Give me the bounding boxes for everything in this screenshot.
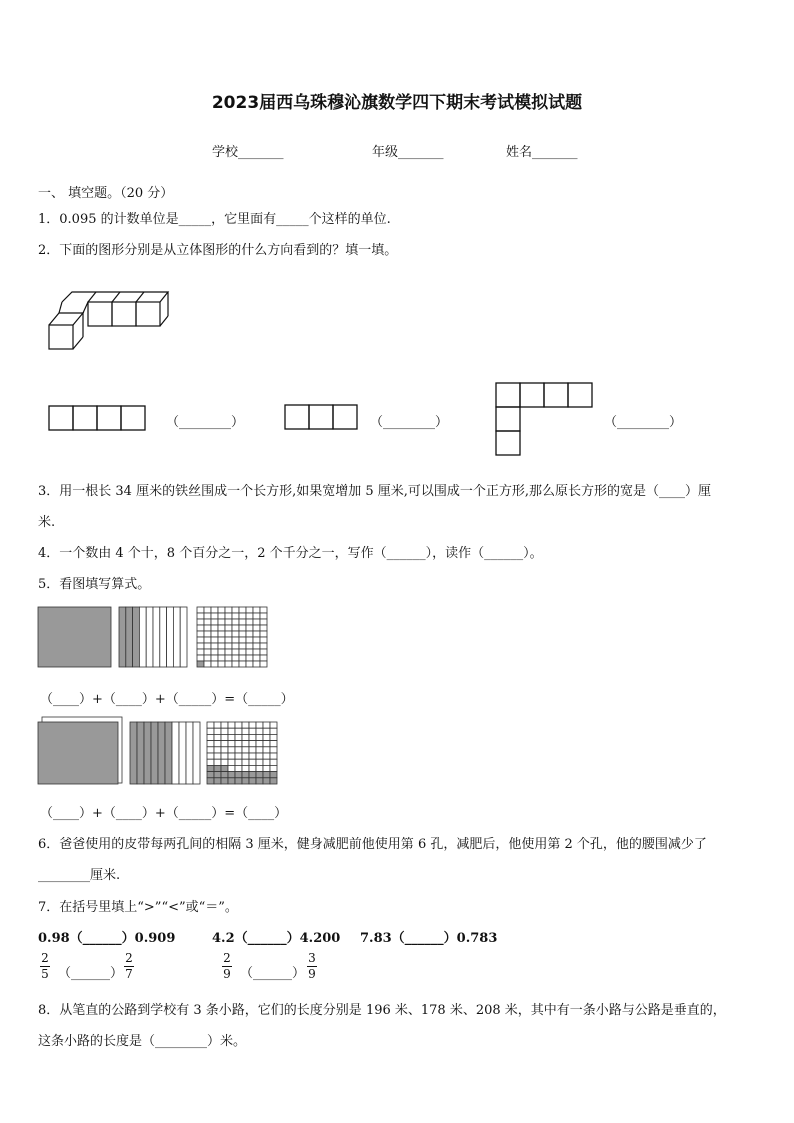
hundredth-cell xyxy=(253,655,260,661)
tenth-strip xyxy=(158,722,165,784)
fraction-2-7 xyxy=(124,952,134,981)
hundredth-cell xyxy=(197,643,204,649)
tenth-strip xyxy=(167,607,174,667)
hundredth-cell xyxy=(260,625,267,631)
hundredth-cell xyxy=(218,637,225,643)
hundredth-cell xyxy=(197,649,204,655)
equation-2[interactable]: （____）+（____）+（_____）=（____） xyxy=(40,806,288,821)
hundredth-cell xyxy=(263,747,270,753)
hundredth-cell xyxy=(239,643,246,649)
hundredth-cell xyxy=(239,631,246,637)
hundredth-cell xyxy=(246,649,253,655)
tenth-strip xyxy=(179,722,186,784)
hundredth-cell xyxy=(232,649,239,655)
hundredth-cell xyxy=(235,772,242,778)
hundredth-cell xyxy=(253,637,260,643)
fraction-3-9 xyxy=(307,952,317,981)
hundredth-cell xyxy=(211,619,218,625)
hundredth-cell xyxy=(221,778,228,784)
tenth-strip xyxy=(186,722,193,784)
hundredth-cell xyxy=(263,722,270,728)
view-blank-1[interactable]: （________） xyxy=(166,415,245,430)
hundredth-cell xyxy=(232,625,239,631)
hundredth-cell xyxy=(263,741,270,747)
fraction-2-5 xyxy=(40,952,50,981)
hundredth-cell xyxy=(218,619,225,625)
hundredth-cell xyxy=(218,649,225,655)
hundredth-cell xyxy=(263,753,270,759)
question-8-cont: 这条小路的长度是（________）米。 xyxy=(38,1034,247,1049)
numerator: 2 xyxy=(223,951,231,965)
hundredth-cell xyxy=(225,661,232,667)
tenth-strip xyxy=(130,722,137,784)
hundredth-cell xyxy=(246,643,253,649)
hundredth-cell xyxy=(218,625,225,631)
hundredth-cell xyxy=(197,625,204,631)
hundredth-cell xyxy=(207,765,214,771)
section-heading: 一、 填空题。（20 分） xyxy=(38,186,174,201)
page-title: 2023届西乌珠穆沁旗数学四下期末考试模拟试题 xyxy=(211,93,583,113)
hundredth-cell xyxy=(249,747,256,753)
hundredth-cell xyxy=(218,643,225,649)
tenth-strip xyxy=(119,607,126,667)
hundredth-cell xyxy=(207,741,214,747)
hundredth-cell xyxy=(246,655,253,661)
hundredth-cell xyxy=(232,613,239,619)
tenth-strip xyxy=(180,607,187,667)
tenth-strip xyxy=(160,607,167,667)
hundredth-cell xyxy=(263,728,270,734)
hundredth-cell xyxy=(225,607,232,613)
hundredth-cell xyxy=(242,765,249,771)
question-2: 2．下面的图形分别是从立体图形的什么方向看到的？填一填。 xyxy=(38,243,398,258)
hundredth-cell xyxy=(225,655,232,661)
hundredth-cell xyxy=(249,722,256,728)
hundredth-cell xyxy=(239,637,246,643)
view-blank-2[interactable]: （________） xyxy=(370,415,449,430)
hundredth-cell xyxy=(204,631,211,637)
hundredth-cell xyxy=(270,741,277,747)
hundredth-cell xyxy=(218,607,225,613)
hundredth-cell xyxy=(242,722,249,728)
hundredth-cell xyxy=(256,765,263,771)
hundredth-cell xyxy=(263,765,270,771)
question-8: 8．从笔直的公路到学校有 3 条小路，它们的长度分别是 196 米、178 米、208 米，其中有一条小路与公路是垂直的， xyxy=(38,1003,726,1018)
hundredth-cell xyxy=(242,759,249,765)
hundredth-cell xyxy=(253,607,260,613)
hundredth-cell xyxy=(232,643,239,649)
hundredth-cell xyxy=(197,631,204,637)
tenth-strip xyxy=(153,607,160,667)
hundredth-cell xyxy=(256,759,263,765)
hundredth-cell xyxy=(228,741,235,747)
question-5: 5．看图填写算式。 xyxy=(38,577,151,592)
hundredth-cell xyxy=(260,655,267,661)
hundredth-cell xyxy=(232,661,239,667)
question-1: 1．0.095 的计数单位是_____，它里面有_____个这样的单位. xyxy=(38,212,391,227)
hundredth-cell xyxy=(207,722,214,728)
tenth-strip xyxy=(133,607,140,667)
hundredth-cell xyxy=(260,637,267,643)
hundredth-cell xyxy=(242,728,249,734)
hundredth-cell xyxy=(211,631,218,637)
hundredth-cell xyxy=(211,613,218,619)
tenth-strip xyxy=(172,722,179,784)
hundredth-cell xyxy=(246,607,253,613)
denominator: 7 xyxy=(125,967,133,981)
hundredth-cell xyxy=(214,722,221,728)
hundredth-cell xyxy=(270,772,277,778)
hundredth-cell xyxy=(214,759,221,765)
hundredth-cell xyxy=(207,778,214,784)
hundredth-cell xyxy=(204,625,211,631)
hundredth-cell xyxy=(242,741,249,747)
hundredth-cell xyxy=(211,637,218,643)
hundredth-cell xyxy=(228,734,235,740)
hundredth-cell xyxy=(197,637,204,643)
denominator: 9 xyxy=(308,967,316,981)
hundredth-cell xyxy=(225,613,232,619)
hundredth-cell xyxy=(214,741,221,747)
hundredth-cell xyxy=(270,734,277,740)
hundredth-cell xyxy=(249,759,256,765)
hundredth-cell xyxy=(225,643,232,649)
hundredth-cell xyxy=(211,607,218,613)
hundredth-cell xyxy=(214,728,221,734)
hundredth-cell xyxy=(232,619,239,625)
hundredth-cell xyxy=(221,759,228,765)
hundredth-cell xyxy=(204,649,211,655)
hundredth-cell xyxy=(232,631,239,637)
hundredth-cell xyxy=(235,728,242,734)
hundredth-cell xyxy=(235,759,242,765)
hundredth-cell xyxy=(218,661,225,667)
hundredth-cell xyxy=(197,655,204,661)
hundredth-cell xyxy=(232,637,239,643)
hundredth-cell xyxy=(235,765,242,771)
hundredth-cell xyxy=(263,772,270,778)
hundredth-cell xyxy=(260,649,267,655)
hundredth-cell xyxy=(207,772,214,778)
hundredth-cell xyxy=(211,643,218,649)
hundredth-cell xyxy=(270,747,277,753)
hundredth-cell xyxy=(253,661,260,667)
hundredth-cell xyxy=(225,637,232,643)
hundredth-cell xyxy=(221,772,228,778)
hundredth-cell xyxy=(204,637,211,643)
hundredth-cell xyxy=(221,728,228,734)
hundredth-cell xyxy=(242,772,249,778)
hundredth-cell xyxy=(228,778,235,784)
hundredth-cell xyxy=(214,765,221,771)
hundredth-cell xyxy=(218,655,225,661)
hundredth-cell xyxy=(246,661,253,667)
tenth-strip xyxy=(137,722,144,784)
hundredth-cell xyxy=(249,765,256,771)
hundredth-cell xyxy=(207,734,214,740)
hundredth-cell xyxy=(260,661,267,667)
question-4: 4．一个数由 4 个十，8 个百分之一，2 个千分之一，写作（______），读作（______）。 xyxy=(38,546,543,561)
hundredth-cell xyxy=(270,759,277,765)
hundredth-cell xyxy=(225,619,232,625)
denominator: 5 xyxy=(41,967,49,981)
hundredth-cell xyxy=(256,741,263,747)
compare-5[interactable]: （______） xyxy=(240,966,306,981)
hundredth-cell xyxy=(228,728,235,734)
tenth-strip xyxy=(126,607,133,667)
compare-4[interactable]: （______） xyxy=(58,966,124,981)
hundredth-cell xyxy=(260,613,267,619)
hundredth-cell xyxy=(253,631,260,637)
view-blank-3[interactable]: （________） xyxy=(604,415,683,430)
whole-square xyxy=(38,607,111,667)
hundredth-cell xyxy=(256,747,263,753)
hundredth-cell xyxy=(235,722,242,728)
hundredth-cell xyxy=(260,619,267,625)
hundredth-cell xyxy=(249,734,256,740)
hundredth-cell xyxy=(256,753,263,759)
tenth-strip xyxy=(151,722,158,784)
hundredth-cell xyxy=(235,753,242,759)
hundredth-cell xyxy=(253,625,260,631)
hundredth-cell xyxy=(211,655,218,661)
hundredth-cell xyxy=(242,753,249,759)
hundredth-cell xyxy=(211,649,218,655)
hundredth-cell xyxy=(197,619,204,625)
hundredth-cell xyxy=(221,741,228,747)
hundredth-cell xyxy=(249,772,256,778)
hundredth-cell xyxy=(232,607,239,613)
hundredth-cell xyxy=(256,734,263,740)
hundredth-cell xyxy=(235,778,242,784)
hundredth-cell xyxy=(211,661,218,667)
hundredth-cell xyxy=(239,625,246,631)
tenth-strip xyxy=(139,607,146,667)
hundredth-cell xyxy=(246,631,253,637)
hundredth-cell xyxy=(249,728,256,734)
grade-field[interactable]: 年级_______ xyxy=(372,145,444,160)
hundredth-cell xyxy=(253,649,260,655)
hundredth-cell xyxy=(249,778,256,784)
hundredth-cell xyxy=(221,747,228,753)
hundredth-cell xyxy=(204,643,211,649)
hundredth-cell xyxy=(246,625,253,631)
hundredth-cell xyxy=(270,765,277,771)
hundredth-cell xyxy=(239,613,246,619)
hundredth-cell xyxy=(221,753,228,759)
hundredth-cell xyxy=(256,772,263,778)
hundredth-cell xyxy=(239,649,246,655)
hundredth-cell xyxy=(270,728,277,734)
hundredth-cell xyxy=(228,772,235,778)
hundredth-cell xyxy=(270,722,277,728)
hundredth-cell xyxy=(197,607,204,613)
hundredth-cell xyxy=(249,753,256,759)
hundredth-cell xyxy=(235,741,242,747)
hundredth-cell xyxy=(260,631,267,637)
tenth-strip xyxy=(193,722,200,784)
hundredth-cell xyxy=(235,734,242,740)
hundredth-cell xyxy=(207,747,214,753)
hundredth-cell xyxy=(204,619,211,625)
hundredth-cell xyxy=(270,753,277,759)
hundredth-cell xyxy=(228,765,235,771)
hundredth-cell xyxy=(225,631,232,637)
hundredth-cell xyxy=(246,619,253,625)
hundredth-cell xyxy=(197,661,204,667)
hundredth-cell xyxy=(228,753,235,759)
equation-1[interactable]: （____）+（____）+（_____）=（_____） xyxy=(40,692,294,707)
hundredth-cell xyxy=(228,747,235,753)
hundredth-cell xyxy=(214,747,221,753)
hundredth-cell xyxy=(221,722,228,728)
hundredth-cell xyxy=(204,655,211,661)
hundredth-cell xyxy=(225,625,232,631)
hundredth-cell xyxy=(207,753,214,759)
tenth-strip xyxy=(144,722,151,784)
hundredth-cell xyxy=(246,637,253,643)
question-6-cont: ________厘米. xyxy=(38,868,121,883)
hundredth-cell xyxy=(214,778,221,784)
hundredth-cell xyxy=(218,631,225,637)
hundredth-cell xyxy=(242,778,249,784)
hundredth-cell xyxy=(253,613,260,619)
hundredth-cell xyxy=(239,655,246,661)
tenth-strip xyxy=(173,607,180,667)
numerator: 3 xyxy=(308,951,316,965)
hundredth-cell xyxy=(263,734,270,740)
compare-3[interactable]: 7.83（______）0.783 xyxy=(360,931,498,946)
hundredth-cell xyxy=(263,778,270,784)
hundredth-cell xyxy=(256,778,263,784)
question-6: 6．爸爸使用的皮带每两孔间的相隔 3 厘米，健身减肥前他使用第 6 孔，减肥后，他使用第 2 个孔，他的腰围减少了 xyxy=(38,837,707,852)
question-3: 3．用一根长 34 厘米的铁丝围成一个长方形,如果宽增加 5 厘米,可以围成一个正方形,那么原长方形的宽是（____）厘 xyxy=(38,484,712,499)
hundredth-cell xyxy=(260,607,267,613)
tenth-strip xyxy=(146,607,153,667)
hundredth-cell xyxy=(221,734,228,740)
hundredth-cell xyxy=(239,619,246,625)
hundredth-cell xyxy=(242,734,249,740)
hundredth-cell xyxy=(211,625,218,631)
hundredth-cell xyxy=(225,649,232,655)
hundredth-cell xyxy=(232,655,239,661)
numerator: 2 xyxy=(125,951,133,965)
numerator: 2 xyxy=(41,951,49,965)
hundredth-cell xyxy=(249,741,256,747)
hundredth-cell xyxy=(214,753,221,759)
hundredth-cell xyxy=(256,722,263,728)
hundredth-cell xyxy=(214,772,221,778)
hundredth-cell xyxy=(239,661,246,667)
school-field[interactable]: 学校_______ xyxy=(212,145,284,160)
hundredth-cell xyxy=(228,759,235,765)
hundredth-cell xyxy=(204,607,211,613)
hundredth-cell xyxy=(253,619,260,625)
hundredth-cell xyxy=(270,778,277,784)
question-3-cont: 米. xyxy=(38,515,56,530)
hundredth-cell xyxy=(228,722,235,728)
hundredth-cell xyxy=(204,613,211,619)
compare-1[interactable]: 0.98（______）0.909 xyxy=(38,931,176,946)
hundredth-cell xyxy=(239,607,246,613)
denominator: 9 xyxy=(223,967,231,981)
hundredth-cell xyxy=(214,734,221,740)
hundredth-cell xyxy=(242,747,249,753)
question-7: 7．在括号里填上“>”“<”或“＝”。 xyxy=(38,900,238,915)
hundredth-cell xyxy=(221,765,228,771)
hundredth-cell xyxy=(260,643,267,649)
hundredth-cell xyxy=(197,613,204,619)
compare-2[interactable]: 4.2（______）4.200 xyxy=(212,931,341,946)
hundredth-cell xyxy=(204,661,211,667)
whole-square xyxy=(38,722,118,784)
hundredth-cell xyxy=(263,759,270,765)
hundredth-cell xyxy=(218,613,225,619)
hundredth-cell xyxy=(253,643,260,649)
fraction-2-9 xyxy=(222,952,232,981)
tenth-strip xyxy=(165,722,172,784)
name-field[interactable]: 姓名_______ xyxy=(506,145,578,160)
hundredth-cell xyxy=(256,728,263,734)
hundredth-cell xyxy=(235,747,242,753)
hundredth-cell xyxy=(207,728,214,734)
hundredth-cell xyxy=(246,613,253,619)
hundredth-cell xyxy=(207,759,214,765)
